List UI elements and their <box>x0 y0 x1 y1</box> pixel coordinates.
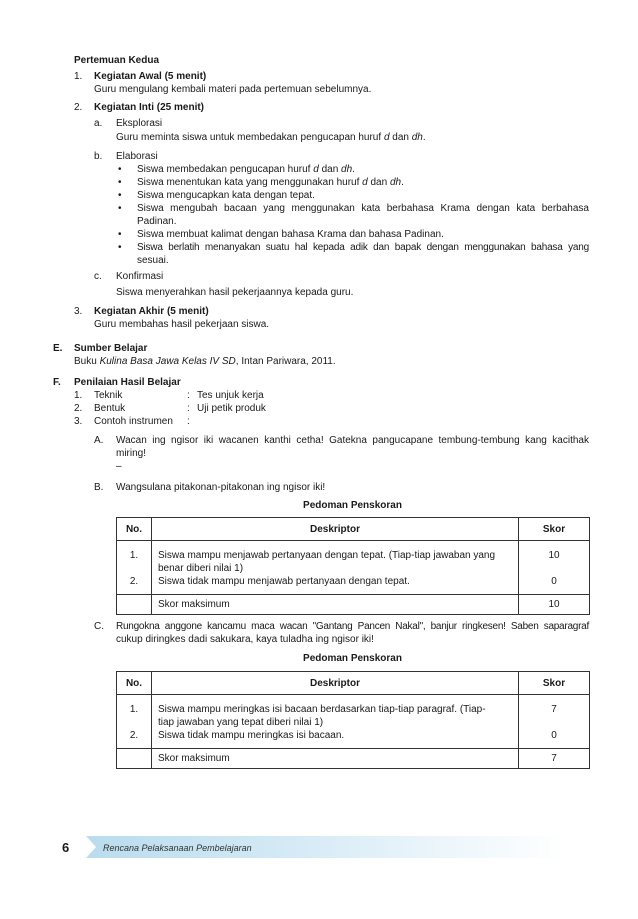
footer-text: Rencana Pelaksanaan Pembelajaran <box>103 843 252 853</box>
instrumen-a-letter: A. <box>94 435 104 446</box>
penilaian-row-num: 1. <box>74 390 83 401</box>
instrumen-a-line1: Wacan ing ngisor iki wacanen kanthi cetha! Gatekna pangucapane tembung-tembung kang kacithak <box>116 435 589 446</box>
penilaian-row-colon: : <box>187 403 190 414</box>
instrumen-a-line3: – <box>116 461 122 472</box>
row-desc-1-line2: tiap jawaban yang tepat diberi nilai 1) <box>158 717 324 728</box>
item-number-3: 3. <box>74 306 83 317</box>
bullet-icon: • <box>118 229 122 240</box>
item-number-2: 2. <box>74 102 83 113</box>
instrumen-b-text: Wangsulana pitakonan-pitakonan ing ngisor iki! <box>116 482 326 493</box>
table-row <box>117 695 590 749</box>
row-skor-2: 0 <box>551 730 557 741</box>
table-cell-desc <box>152 695 519 749</box>
row-no-2: 2. <box>129 576 139 587</box>
header-deskriptor: Deskriptor <box>152 518 519 541</box>
bullet-icon: • <box>118 203 122 214</box>
item-number-1: 1. <box>74 71 83 82</box>
table-cell-empty <box>117 595 152 615</box>
section-letter-e: E. <box>53 343 63 354</box>
row-desc-1-line1: Siswa mampu meringkas isi bacaan berdasarkan tiap-tiap paragraf. (Tiap- <box>158 704 486 715</box>
penilaian-row-value: Tes unjuk kerja <box>197 390 264 401</box>
header-deskriptor: Deskriptor <box>152 672 519 695</box>
penilaian-row-value: Uji petik produk <box>197 403 266 414</box>
table-header-row <box>117 672 590 695</box>
elaborasi-letter: b. <box>94 151 103 162</box>
konfirmasi-text: Siswa menyerahkan hasil pekerjaannya kepada guru. <box>116 287 354 298</box>
table-row-max <box>117 595 590 615</box>
table-cell-skor <box>519 541 590 595</box>
eksplorasi-label: Eksplorasi <box>116 118 163 129</box>
penilaian-row-num: 2. <box>74 403 83 414</box>
scoring-table-2 <box>116 671 590 769</box>
table-row-max <box>117 749 590 769</box>
eksplorasi-text: Guru meminta siswa untuk membedakan pengucapan huruf d dan dh. <box>116 132 426 143</box>
row-desc-2: Siswa tidak mampu menjawab pertanyaan dengan tepat. <box>158 576 410 587</box>
instrumen-b-letter: B. <box>94 482 104 493</box>
skor-maksimum-value: 10 <box>519 595 590 615</box>
penilaian-row-label: Teknik <box>94 390 123 401</box>
row-skor-2: 0 <box>551 576 557 587</box>
row-skor-1: 7 <box>551 704 557 715</box>
elaborasi-bullet-2: Siswa menentukan kata yang menggunakan huruf d dan dh. <box>137 177 404 188</box>
bullet-icon: • <box>118 242 122 253</box>
konfirmasi-letter: c. <box>94 271 102 282</box>
bullet-icon: • <box>118 164 122 175</box>
table1-caption: Pedoman Penskoran <box>303 500 402 511</box>
header-no: No. <box>117 672 152 695</box>
table-header-row <box>117 518 590 541</box>
scoring-table-1 <box>116 517 590 615</box>
row-no-1: 1. <box>129 704 139 715</box>
elaborasi-bullet-4-line2: Padinan. <box>137 216 177 227</box>
table-cell-no <box>117 541 152 595</box>
table2-caption: Pedoman Penskoran <box>303 653 402 664</box>
elaborasi-label: Elaborasi <box>116 151 158 162</box>
row-no-1: 1. <box>129 550 139 561</box>
skor-maksimum-label: Skor maksimum <box>152 749 519 769</box>
header-skor: Skor <box>519 518 590 541</box>
elaborasi-bullet-1: Siswa membedakan pengucapan huruf d dan dh. <box>137 164 355 175</box>
elaborasi-bullet-5: Siswa membuat kalimat dengan bahasa Krama dan bahasa Padinan. <box>137 229 444 240</box>
penilaian-row-num: 3. <box>74 416 83 427</box>
table-cell-no <box>117 695 152 749</box>
page-number: 6 <box>62 840 70 855</box>
kegiatan-awal-title: Kegiatan Awal (5 menit) <box>94 71 207 82</box>
row-desc-1-line1: Siswa mampu menjawab pertanyaan dengan tepat. (Tiap-tiap jawaban yang <box>158 550 496 561</box>
instrumen-c-line2: cukup diringkes dadi sakukara, kaya tuladha ing ngisor iki! <box>116 634 374 645</box>
elaborasi-bullet-6-line2: sesuai. <box>137 255 169 266</box>
row-no-2: 2. <box>129 730 139 741</box>
skor-maksimum-value: 7 <box>519 749 590 769</box>
table-cell-desc <box>152 541 519 595</box>
eksplorasi-letter: a. <box>94 118 103 129</box>
penilaian-title: Penilaian Hasil Belajar <box>74 377 181 388</box>
table-cell-skor <box>519 695 590 749</box>
header-no: No. <box>117 518 152 541</box>
instrumen-a-line2: miring! <box>116 448 147 459</box>
instrumen-c-letter: C. <box>94 621 104 632</box>
elaborasi-bullet-4-line1: Siswa mengubah bacaan yang menggunakan kata berbahasa Krama dengan kata berbahasa <box>137 203 589 214</box>
penilaian-row-label: Bentuk <box>94 403 126 414</box>
bullet-icon: • <box>118 177 122 188</box>
row-desc-1-line2: benar diberi nilai 1) <box>158 563 244 574</box>
kegiatan-akhir-title: Kegiatan Akhir (5 menit) <box>94 306 209 317</box>
elaborasi-bullet-3: Siswa mengucapkan kata dengan tepat. <box>137 190 315 201</box>
penilaian-row-colon: : <box>187 416 190 427</box>
header-skor: Skor <box>519 672 590 695</box>
kegiatan-awal-text: Guru mengulang kembali materi pada pertemuan sebelumnya. <box>94 84 372 95</box>
skor-maksimum-label: Skor maksimum <box>152 595 519 615</box>
sumber-belajar-text: Buku Kulina Basa Jawa Kelas IV SD, Intan Pariwara, 2011. <box>74 356 336 367</box>
row-desc-2: Siswa tidak mampu meringkas isi bacaan. <box>158 730 345 741</box>
kegiatan-akhir-text: Guru membahas hasil pekerjaan siswa. <box>94 319 270 330</box>
section-title-pertemuan-kedua: Pertemuan Kedua <box>74 55 160 66</box>
sumber-belajar-title: Sumber Belajar <box>74 343 148 354</box>
row-skor-1: 10 <box>548 550 560 561</box>
penilaian-row-label: Contoh instrumen <box>94 416 173 427</box>
kegiatan-inti-title: Kegiatan Inti (25 menit) <box>94 102 205 113</box>
table-cell-empty <box>117 749 152 769</box>
elaborasi-bullet-6-line1: Siswa berlatih menanyakan suatu hal kepada adik dan bapak dengan menggunakan bahasa yang <box>137 242 589 253</box>
instrumen-c-line1: Rungokna anggone kancamu maca wacan "Gantang Pancen Nakal", banjur ringkesen! Saben saparagraf <box>116 621 589 632</box>
bullet-icon: • <box>118 190 122 201</box>
footer-banner-notch <box>86 836 96 858</box>
table-row <box>117 541 590 595</box>
konfirmasi-label: Konfirmasi <box>116 271 164 282</box>
section-letter-f: F. <box>53 377 61 388</box>
penilaian-row-colon: : <box>187 390 190 401</box>
